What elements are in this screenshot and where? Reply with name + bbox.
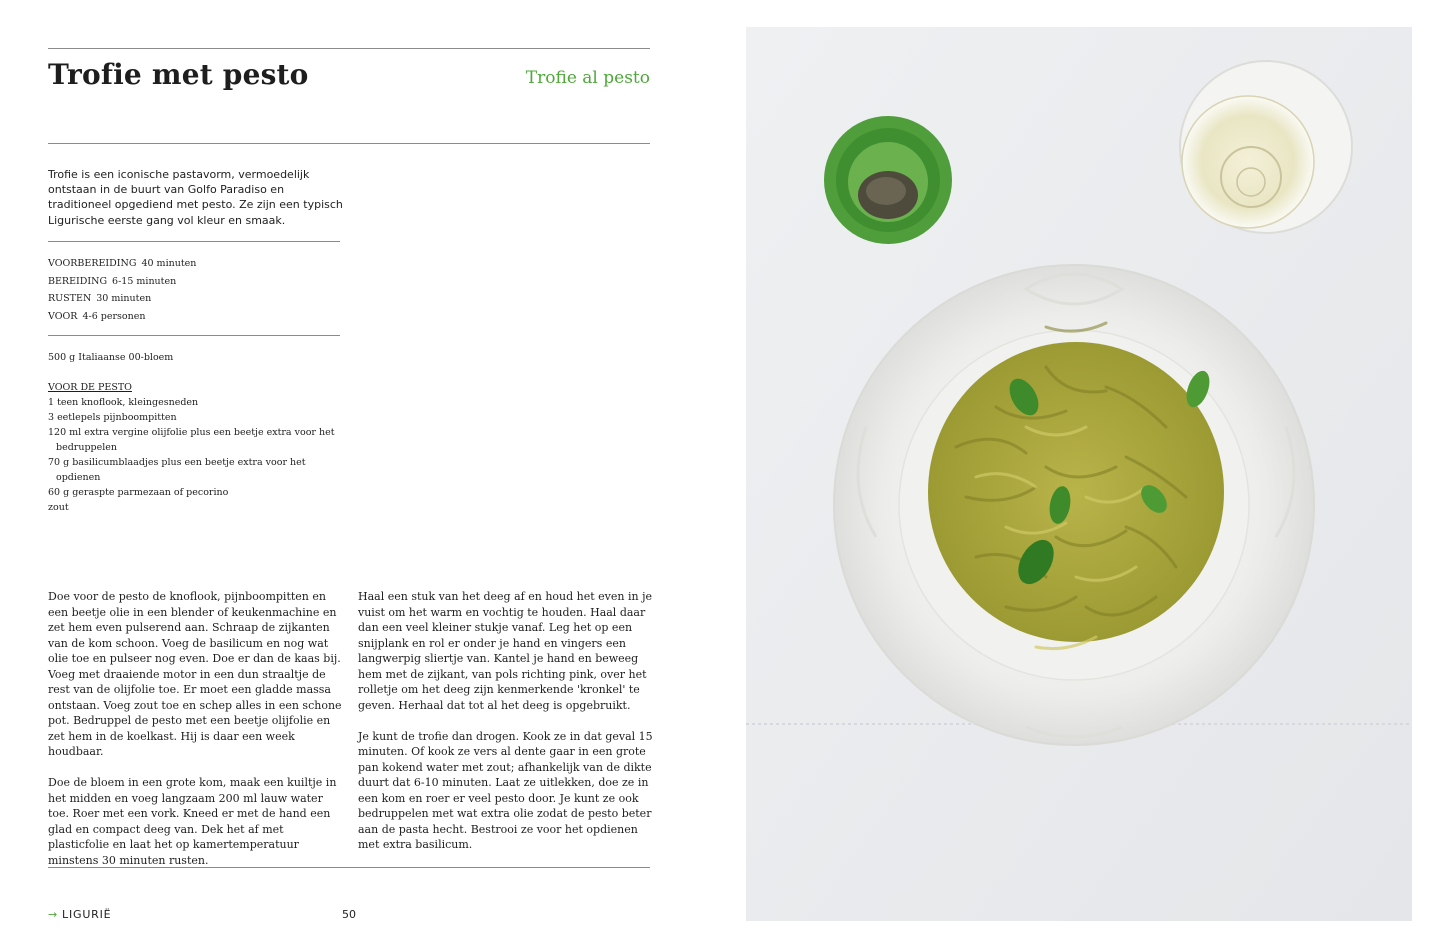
meta-label: VOORBEREIDING — [48, 258, 137, 269]
method-column-right — [358, 589, 654, 868]
meta-row — [48, 255, 196, 273]
method-paragraph: Doe de bloem in een grote kom, maak een kuiltje in het midden en voeg langzaam 200 ml lauw water toe. Roer met een vork. Kneed er met de hand een glad en compact deeg van. Dek het af met plasticfolie en laat het op kamertemperatuur minstens 30 minuten rusten. — [48, 776, 337, 867]
top-rule — [48, 48, 650, 49]
method-paragraph: Je kunt de trofie dan drogen. Kook ze in dat geval 15 minuten. Of kook ze vers al dente gaar in een grote pan kokend water met zout; afhankelijk van de dikte duurt dat 6-10 minuten. Laat ze uitlekken, doe ze in een kom en roer er veel pesto door. Je kunt ze ook bedruppelen met wat extra olie zodat de pesto beter aan de pasta hecht. Bestrooi ze voor het opdienen met extra basilicum. — [358, 729, 653, 851]
meta-value: 30 minuten — [96, 293, 152, 304]
pasta-photo — [746, 27, 1412, 921]
meta-row — [48, 308, 196, 326]
wine-glass — [1180, 61, 1352, 233]
meta-label: VOOR — [48, 310, 78, 322]
title-bottom-rule — [48, 143, 650, 144]
recipe-intro: Trofie is een iconische pastavorm, vermoedelijk ontstaan in de buurt van Golfo Paradiso en traditioneel opgediend met pesto. Ze zijn een typisch Ligurische eerste gang vol kleur en smaak. — [48, 168, 343, 227]
meta-row — [48, 290, 196, 308]
herb-bowl — [824, 116, 952, 244]
ingredient-item: 120 ml extra vergine olijfolie plus een beetje extra voor het bedruppelen — [48, 427, 335, 453]
ingredient-item: 3 eetlepels pijnboompitten — [48, 412, 177, 423]
method-paragraph: Haal een stuk van het deeg af en houd het even in je vuist om het warm en vochtig te houden. Haal daar dan een veel kleiner stukje vanaf. Leg het op een snijplank en rol er onder je hand en vingers een langwerpig sliertje van. Kantel je hand en beweeg hem met de zijkant, van pols richting pink, over het rolletje om het deeg zijn kenmerkende 'kronkel' te geven. Herhaal dat tot al het deeg is opgebruikt. — [358, 590, 652, 712]
method-paragraph: Doe voor de pesto de knoflook, pijnboompitten en een beetje olie in een blender of keukenmachine en zet hem even pulserend aan. Schraap de zijkanten van de kom schoon. Voeg de basilicum en nog wat olie toe en pulseer nog even. Doe er dan de kaas bij. Voeg met draaiende motor in een dun straaltje de rest van de olijfolie toe. Er moet een gladde massa ontstaan. Voeg zout toe en schep alles in een schone pot. Bedruppel de pesto met een beetje olijfolie en zet hem in de koelkast. Hij is daar een week houdbaar. — [48, 590, 342, 758]
ingredient-item: 60 g geraspte parmezaan of pecorino — [48, 487, 229, 498]
arrow-right-icon: → — [48, 908, 59, 921]
recipe-meta — [48, 255, 196, 325]
ingredients-list — [48, 350, 348, 515]
ingredient-item: zout — [48, 502, 69, 513]
pesto-heading: VOOR DE PESTO — [48, 382, 132, 393]
footer-chapter — [48, 908, 111, 921]
meta-label: BEREIDING — [48, 275, 108, 287]
meta-rule — [48, 335, 340, 336]
pasta-photo-illustration — [746, 27, 1412, 921]
meta-label: RUSTEN — [48, 293, 92, 304]
ingredient-main: 500 g Italiaanse 00-bloem — [48, 352, 174, 363]
recipe-original-title: Trofie al pesto — [525, 68, 650, 88]
meta-value: 4-6 personen — [82, 310, 146, 322]
chapter-label: LIGURIË — [62, 908, 112, 921]
intro-rule — [48, 241, 340, 242]
ingredient-item: 1 teen knoflook, kleingesneden — [48, 397, 199, 408]
meta-value: 6-15 minuten — [112, 275, 177, 287]
method-column-left — [48, 589, 344, 884]
meta-value: 40 minuten — [141, 258, 197, 269]
meta-row — [48, 273, 196, 291]
bottom-rule — [48, 867, 650, 868]
ingredient-item: 70 g basilicumblaadjes plus een beetje extra voor het opdienen — [48, 457, 306, 483]
page-number: 50 — [342, 908, 356, 921]
recipe-title: Trofie met pesto — [48, 58, 309, 91]
